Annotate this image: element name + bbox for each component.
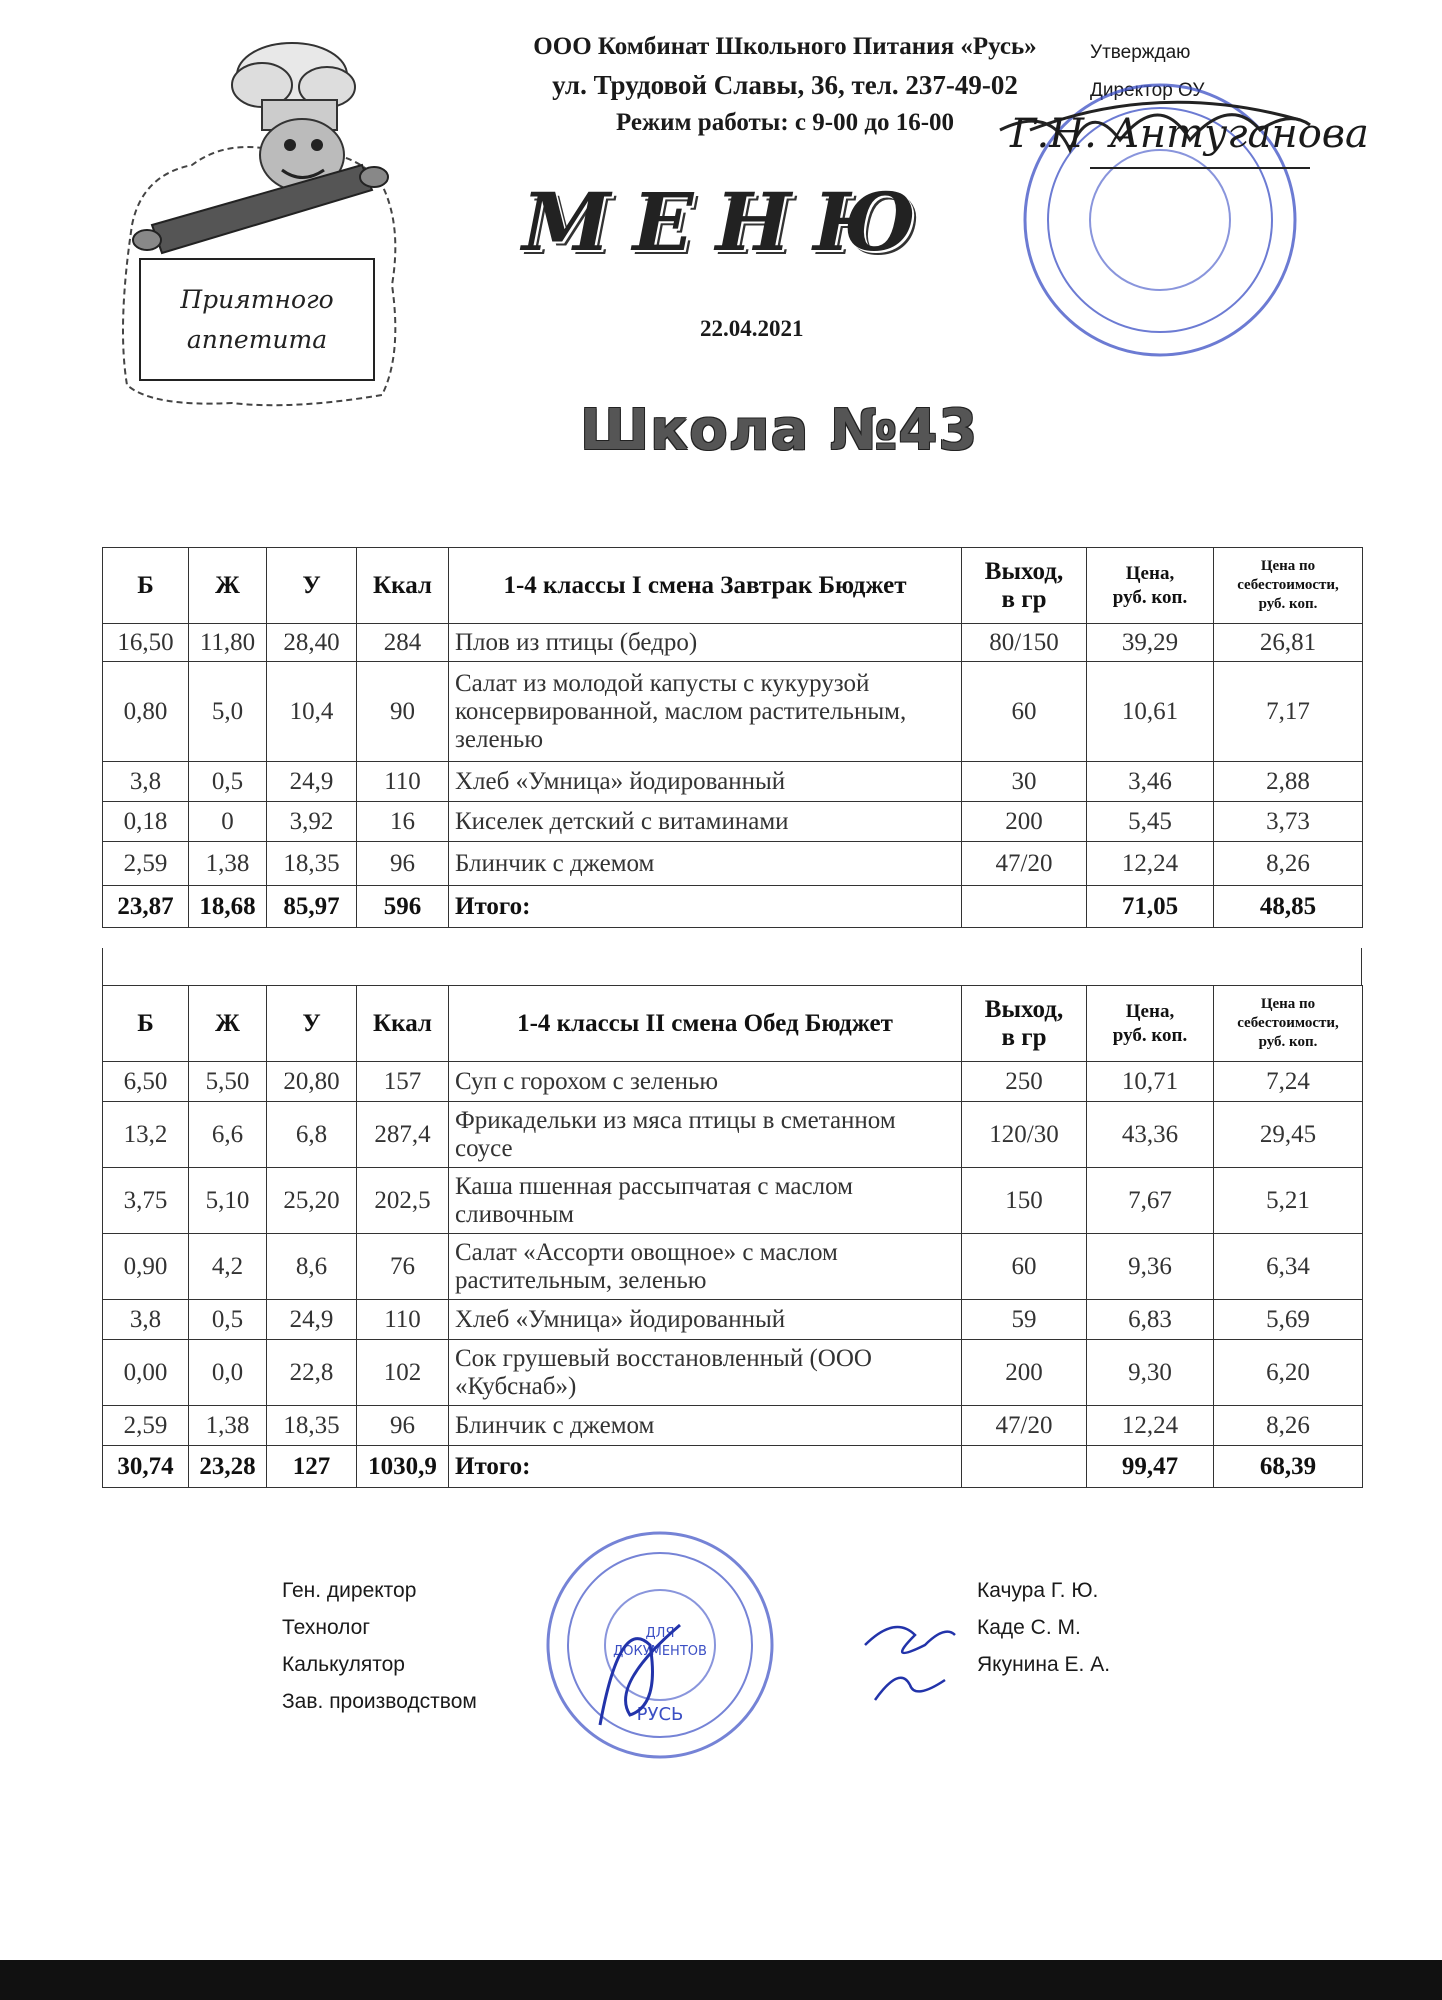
total-cost: 48,85 (1214, 886, 1363, 928)
cell-zh: 0,5 (189, 762, 267, 802)
name-technologist: Каде С. М. (977, 1616, 1081, 1639)
cell-u: 6,8 (267, 1102, 357, 1168)
cell-u: 18,35 (267, 842, 357, 886)
cell-output: 250 (962, 1062, 1087, 1102)
col-zh: Ж (189, 986, 267, 1062)
total-price: 99,47 (1087, 1446, 1214, 1488)
cell-output: 200 (962, 802, 1087, 842)
cell-cost: 5,69 (1214, 1300, 1363, 1340)
company-name: ООО Комбинат Школьного Питания «Русь» (533, 33, 1037, 60)
cell-kcal: 287,4 (357, 1102, 449, 1168)
table-header-row (103, 548, 1363, 624)
table-row (103, 1102, 1363, 1168)
col-output: Выход, в гр (962, 548, 1087, 624)
cell-kcal: 16 (357, 802, 449, 842)
cell-zh: 5,10 (189, 1168, 267, 1234)
cell-b: 0,18 (103, 802, 189, 842)
stamp-center-line2: ДОКУМЕНТОВ (613, 1644, 707, 1659)
table-row (103, 624, 1363, 662)
cell-b: 2,59 (103, 1406, 189, 1446)
cell-output: 80/150 (962, 624, 1087, 662)
cell-zh: 0,0 (189, 1340, 267, 1406)
col-price: Цена, руб. коп. (1087, 986, 1214, 1062)
approval-signature: Г.Н. Антуганова (1010, 111, 1369, 157)
table-row (103, 1234, 1363, 1300)
scan-edge-bar (0, 1960, 1442, 2000)
company-hours: Режим работы: с 9-00 до 16-00 (615, 109, 955, 136)
table-title: 1-4 классы II смена Обед Бюджет (449, 986, 962, 1062)
cell-price: 12,24 (1087, 842, 1214, 886)
cell-cost: 6,34 (1214, 1234, 1363, 1300)
cell-price: 10,61 (1087, 662, 1214, 762)
table-title: 1-4 классы I смена Завтрак Бюджет (449, 548, 962, 624)
cell-name: Блинчик с джемом (449, 842, 962, 886)
table-row (103, 802, 1363, 842)
cell-price: 9,30 (1087, 1340, 1214, 1406)
role-director: Ген. директор (282, 1579, 417, 1602)
cell-kcal: 284 (357, 624, 449, 662)
role-production-head: Зав. производством (282, 1690, 477, 1713)
cell-b: 0,80 (103, 662, 189, 762)
total-kcal: 596 (357, 886, 449, 928)
signature-roles (282, 1572, 477, 1720)
role-technologist: Технолог (282, 1616, 371, 1639)
total-row (103, 1446, 1363, 1488)
table-row (103, 662, 1363, 762)
cell-u: 28,40 (267, 624, 357, 662)
lunch-table (102, 985, 1363, 1488)
cell-b: 16,50 (103, 624, 189, 662)
menu-date: 22.04.2021 (700, 316, 804, 341)
approval-line1: Утверждаю (1090, 42, 1191, 63)
cell-zh: 4,2 (189, 1234, 267, 1300)
cell-u: 24,9 (267, 762, 357, 802)
cell-kcal: 110 (357, 1300, 449, 1340)
cell-price: 3,46 (1087, 762, 1214, 802)
cell-kcal: 202,5 (357, 1168, 449, 1234)
cell-u: 22,8 (267, 1340, 357, 1406)
role-calculator: Калькулятор (282, 1653, 405, 1676)
stamp-center-line1: ДЛЯ (645, 1626, 675, 1641)
cell-name: Салат из молодой капусты с кукурузой консервированной, маслом растительным, зеленью (449, 662, 962, 762)
cell-cost: 6,20 (1214, 1340, 1363, 1406)
cell-output: 60 (962, 662, 1087, 762)
menu-title: МЕНЮ (521, 175, 939, 269)
cell-b: 6,50 (103, 1062, 189, 1102)
col-cost: Цена по себестоимости, руб. коп. (1214, 548, 1363, 624)
cell-cost: 8,26 (1214, 842, 1363, 886)
total-u: 127 (267, 1446, 357, 1488)
total-label: Итого: (449, 1446, 962, 1488)
cell-zh: 1,38 (189, 1406, 267, 1446)
table-row (103, 1062, 1363, 1102)
cell-b: 2,59 (103, 842, 189, 886)
cell-kcal: 110 (357, 762, 449, 802)
school-stamp (1010, 70, 1369, 370)
logo-caption-line1: Приятного (180, 284, 334, 314)
cell-b: 0,90 (103, 1234, 189, 1300)
cell-price: 39,29 (1087, 624, 1214, 662)
table-row (103, 1340, 1363, 1406)
table-gap (102, 948, 1362, 985)
cell-name: Блинчик с джемом (449, 1406, 962, 1446)
cell-b: 0,00 (103, 1340, 189, 1406)
cell-u: 24,9 (267, 1300, 357, 1340)
cell-kcal: 90 (357, 662, 449, 762)
cell-kcal: 102 (357, 1340, 449, 1406)
cell-b: 3,8 (103, 762, 189, 802)
cell-cost: 5,21 (1214, 1168, 1363, 1234)
cell-b: 13,2 (103, 1102, 189, 1168)
cell-price: 10,71 (1087, 1062, 1214, 1102)
cell-b: 3,8 (103, 1300, 189, 1340)
signature-names (977, 1572, 1110, 1683)
table-row (103, 1168, 1363, 1234)
cell-u: 10,4 (267, 662, 357, 762)
cell-cost: 26,81 (1214, 624, 1363, 662)
total-zh: 23,28 (189, 1446, 267, 1488)
approval-line2: Директор ОУ (1090, 80, 1205, 101)
cell-kcal: 96 (357, 1406, 449, 1446)
cell-cost: 29,45 (1214, 1102, 1363, 1168)
cell-u: 18,35 (267, 1406, 357, 1446)
table-row (103, 1300, 1363, 1340)
cell-cost: 2,88 (1214, 762, 1363, 802)
total-kcal: 1030,9 (357, 1446, 449, 1488)
cell-kcal: 96 (357, 842, 449, 886)
total-price: 71,05 (1087, 886, 1214, 928)
cell-zh: 6,6 (189, 1102, 267, 1168)
cell-name: Хлеб «Умница» йодированный (449, 762, 962, 802)
cell-price: 6,83 (1087, 1300, 1214, 1340)
cell-output: 47/20 (962, 1406, 1087, 1446)
cell-cost: 7,17 (1214, 662, 1363, 762)
cell-u: 8,6 (267, 1234, 357, 1300)
cell-name: Салат «Ассорти овощное» с маслом растительным, зеленью (449, 1234, 962, 1300)
cell-price: 7,67 (1087, 1168, 1214, 1234)
cell-output: 47/20 (962, 842, 1087, 886)
col-kcal: Ккал (357, 986, 449, 1062)
total-b: 30,74 (103, 1446, 189, 1488)
cell-output: 60 (962, 1234, 1087, 1300)
logo-caption-line2: аппетита (186, 324, 328, 354)
name-calculator: Якунина Е. А. (977, 1653, 1111, 1676)
total-output (962, 1446, 1087, 1488)
cell-zh: 11,80 (189, 624, 267, 662)
col-b: Б (103, 548, 189, 624)
cell-zh: 1,38 (189, 842, 267, 886)
cell-kcal: 157 (357, 1062, 449, 1102)
table-row (103, 762, 1363, 802)
col-kcal: Ккал (357, 548, 449, 624)
total-row (103, 886, 1363, 928)
cell-name: Каша пшенная рассыпчатая с маслом сливочным (449, 1168, 962, 1234)
cell-u: 3,92 (267, 802, 357, 842)
cell-price: 5,45 (1087, 802, 1214, 842)
cell-b: 3,75 (103, 1168, 189, 1234)
chef-logo (112, 25, 412, 415)
table-row (103, 1406, 1363, 1446)
cell-output: 200 (962, 1340, 1087, 1406)
cell-zh: 5,50 (189, 1062, 267, 1102)
cell-u: 20,80 (267, 1062, 357, 1102)
cell-output: 120/30 (962, 1102, 1087, 1168)
cell-zh: 0 (189, 802, 267, 842)
col-cost: Цена по себестоимости, руб. коп. (1214, 986, 1363, 1062)
school-name: Школа №43 (580, 398, 979, 463)
cell-output: 30 (962, 762, 1087, 802)
cell-name: Хлеб «Умница» йодированный (449, 1300, 962, 1340)
cell-u: 25,20 (267, 1168, 357, 1234)
total-b: 23,87 (103, 886, 189, 928)
cell-output: 150 (962, 1168, 1087, 1234)
total-label: Итого: (449, 886, 962, 928)
col-u: У (267, 548, 357, 624)
cell-name: Сок грушевый восстановленный (ООО «Кубснаб») (449, 1340, 962, 1406)
cell-price: 12,24 (1087, 1406, 1214, 1446)
cell-zh: 0,5 (189, 1300, 267, 1340)
stamp-icon (1010, 70, 1369, 370)
total-u: 85,97 (267, 886, 357, 928)
table-row (103, 842, 1363, 886)
cell-cost: 8,26 (1214, 1406, 1363, 1446)
name-director: Качура Г. Ю. (977, 1579, 1099, 1602)
cell-name: Фрикадельки из мяса птицы в сметанном соусе (449, 1102, 962, 1168)
cell-name: Киселек детский с витаминами (449, 802, 962, 842)
logo-caption-box (139, 258, 375, 381)
cell-price: 43,36 (1087, 1102, 1214, 1168)
cell-name: Суп с горохом с зеленью (449, 1062, 962, 1102)
cell-zh: 5,0 (189, 662, 267, 762)
company-stamp (540, 1525, 780, 1765)
cell-cost: 7,24 (1214, 1062, 1363, 1102)
cell-cost: 3,73 (1214, 802, 1363, 842)
company-address: ул. Трудовой Славы, 36, тел. 237-49-02 (552, 70, 1018, 100)
stamp-icon (540, 1525, 780, 1765)
total-cost: 68,39 (1214, 1446, 1363, 1488)
cell-name: Плов из птицы (бедро) (449, 624, 962, 662)
col-output: Выход, в гр (962, 986, 1087, 1062)
cell-kcal: 76 (357, 1234, 449, 1300)
breakfast-table (102, 547, 1363, 928)
total-output (962, 886, 1087, 928)
cell-price: 9,36 (1087, 1234, 1214, 1300)
col-zh: Ж (189, 548, 267, 624)
col-u: У (267, 986, 357, 1062)
stamp-ring-text: РУСЬ (636, 1704, 684, 1725)
col-b: Б (103, 986, 189, 1062)
signature-scribble-icon (855, 1605, 965, 1715)
table-header-row (103, 986, 1363, 1062)
cell-output: 59 (962, 1300, 1087, 1340)
total-zh: 18,68 (189, 886, 267, 928)
col-price: Цена, руб. коп. (1087, 548, 1214, 624)
